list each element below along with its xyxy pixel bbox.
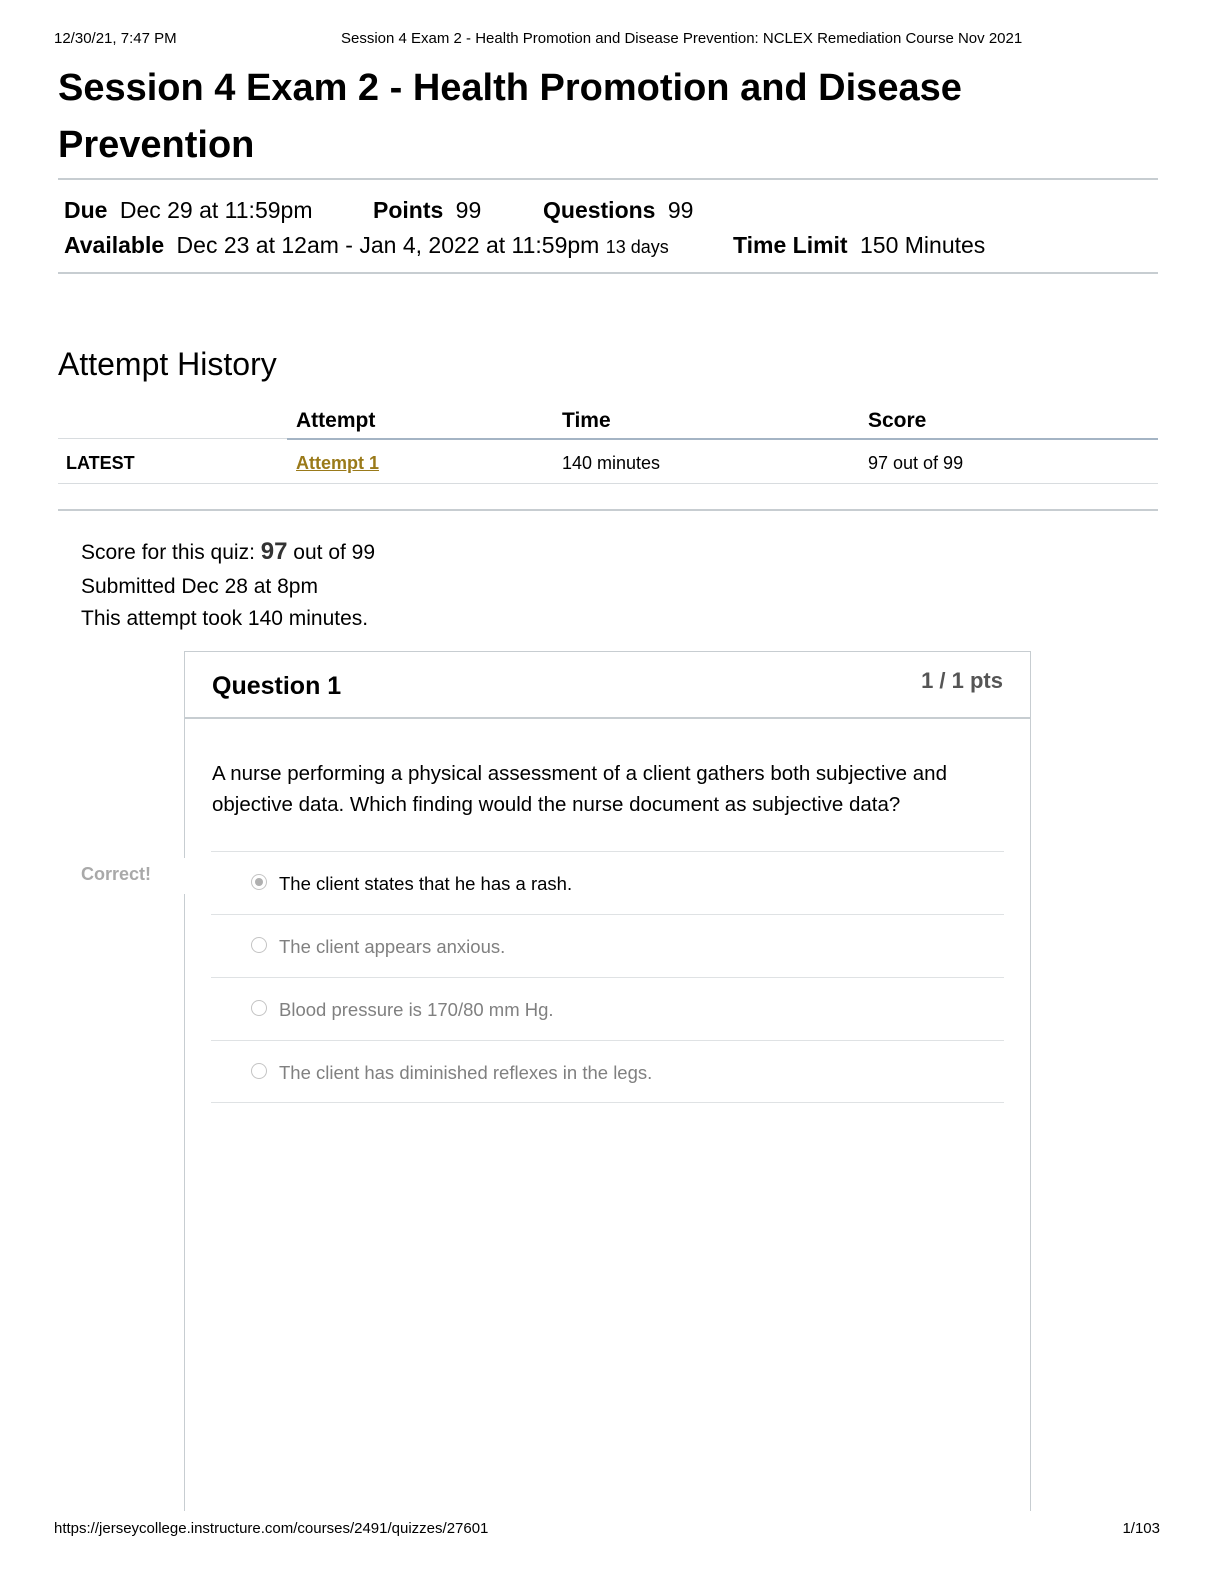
available-value: Dec 23 at 12am - Jan 4, 2022 at 11:59pm [176, 232, 600, 258]
answer-text: The client has diminished reflexes in the legs. [279, 1062, 653, 1083]
page-number: 1/103 [1122, 1520, 1160, 1537]
print-doc-title: Session 4 Exam 2 - Health Promotion and Disease Prevention: NCLEX Remediation Course Nov 2021 [341, 30, 1023, 47]
answer-option[interactable] [211, 914, 1004, 977]
questions-meta [543, 196, 693, 224]
attempt-score: 97 out of 99 [868, 453, 964, 473]
score-prefix: Score for this quiz: [81, 541, 255, 564]
time-limit-value: 150 Minutes [860, 232, 986, 258]
correct-marker-gap [183, 858, 187, 894]
quiz-score-line [81, 538, 375, 566]
column-header-attempt: Attempt [296, 409, 376, 432]
column-header-score: Score [868, 409, 927, 432]
answer-text: The client appears anxious. [279, 936, 506, 957]
quiz-meta-row-1 [64, 196, 312, 224]
radio-icon[interactable] [251, 1063, 267, 1079]
answer-option[interactable] [211, 977, 1004, 1040]
available-label: Available [64, 232, 165, 258]
attempt-history-table [58, 404, 1158, 484]
attempt-history-title: Attempt History [58, 346, 277, 382]
points-meta [373, 196, 481, 224]
due-label: Due [64, 197, 108, 223]
answer-text: The client states that he has a rash. [279, 873, 573, 894]
question-text: A nurse performing a physical assessment of a client gathers both subjective and objective data. Which finding would the nurse document as subjective data? [212, 762, 947, 816]
question-title: Question 1 [212, 672, 342, 700]
correct-badge: Correct! [81, 864, 152, 884]
answer-option[interactable] [211, 1040, 1004, 1103]
score-value: 97 [260, 538, 288, 565]
attempt-duration-text: This attempt took 140 minutes. [81, 607, 369, 630]
divider [58, 178, 1158, 180]
submitted-text: Submitted Dec 28 at 8pm [81, 575, 318, 598]
available-days: 13 days [605, 237, 669, 257]
page-url: https://jerseycollege.instructure.com/courses/2491/quizzes/27601 [54, 1520, 489, 1537]
answer-option[interactable] [211, 851, 1004, 914]
time-limit-meta [733, 231, 985, 259]
table-header [58, 404, 1158, 440]
question-header [185, 652, 1030, 719]
column-header-time: Time [562, 409, 611, 432]
print-datetime: 12/30/21, 7:47 PM [54, 30, 177, 47]
page-title: Session 4 Exam 2 - Health Promotion and Disease Prevention [58, 67, 962, 166]
answer-text: Blood pressure is 170/80 mm Hg. [279, 999, 554, 1020]
score-suffix: out of 99 [293, 541, 376, 564]
answer-list [211, 851, 1004, 1103]
question-points: 1 / 1 pts [921, 668, 1003, 693]
questions-label: Questions [543, 197, 656, 223]
radio-icon[interactable] [251, 1000, 267, 1016]
attempt-time: 140 minutes [562, 453, 661, 473]
header-underline [58, 438, 287, 439]
attempt-1-link[interactable]: Attempt 1 [296, 453, 380, 473]
latest-label: LATEST [66, 453, 135, 473]
print-header [0, 30, 1224, 50]
due-value: Dec 29 at 11:59pm [119, 197, 313, 223]
time-limit-label: Time Limit [733, 232, 848, 258]
points-value: 99 [455, 197, 482, 223]
radio-icon[interactable] [251, 937, 267, 953]
question-card [184, 651, 1031, 1511]
questions-value: 99 [667, 197, 694, 223]
table-row [58, 440, 1158, 484]
divider [58, 272, 1158, 274]
points-label: Points [373, 197, 444, 223]
available-meta [64, 231, 669, 261]
divider [58, 509, 1158, 511]
radio-selected-icon[interactable] [251, 874, 267, 890]
